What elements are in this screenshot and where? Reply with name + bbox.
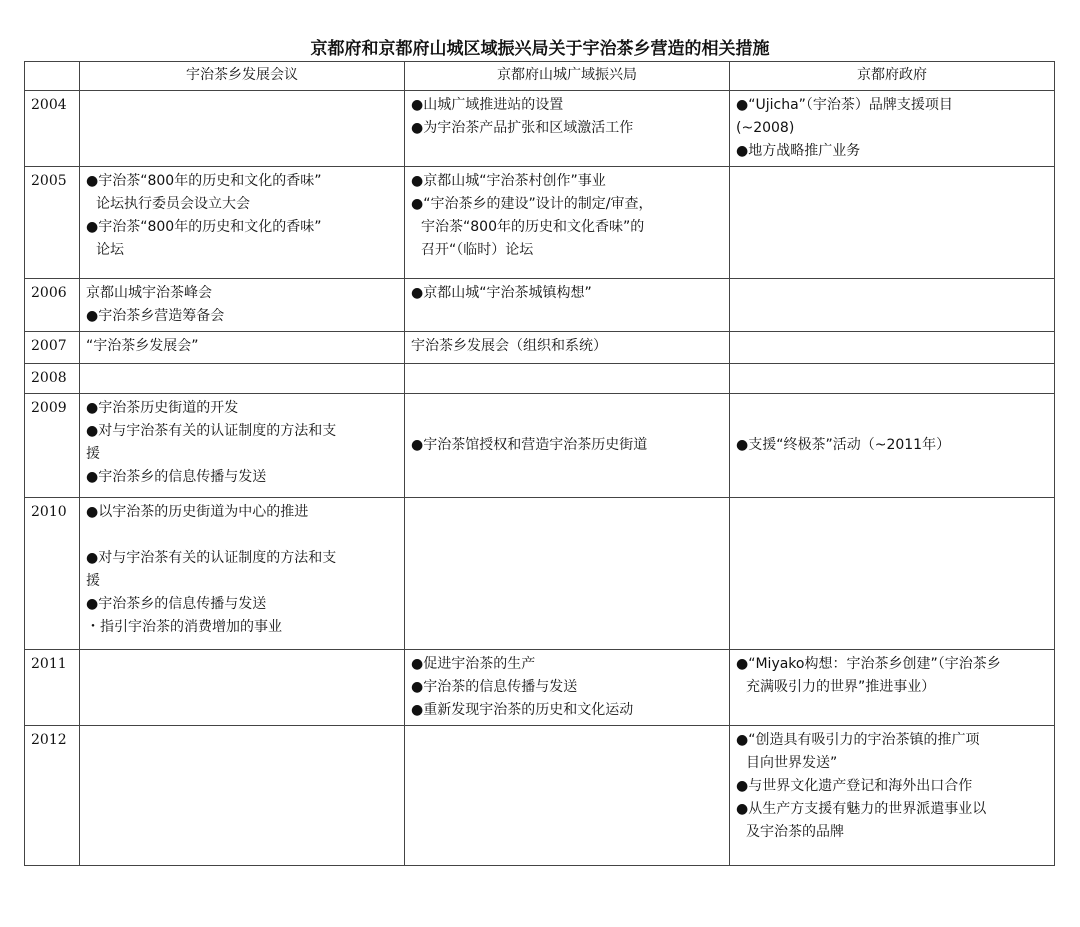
- government-cell: [730, 332, 1055, 364]
- bureau-cell: [405, 279, 730, 332]
- cell-line: 论坛执行委员会设立大会: [96, 196, 250, 212]
- government-cell: [730, 650, 1055, 726]
- cell-line: ●宇治茶“800年的历史和文化的香味”: [86, 173, 322, 189]
- council-cell: [80, 726, 405, 866]
- cell-line: 京都山城宇治茶峰会: [86, 285, 212, 301]
- table-row: [25, 332, 1055, 364]
- council-cell: [80, 332, 405, 364]
- header-government: 京都府政府: [730, 62, 1055, 91]
- council-cell: [80, 91, 405, 167]
- cell-line: ●促进宇治茶的生产: [411, 656, 536, 672]
- council-cell: [80, 279, 405, 332]
- cell-line: “宇治茶乡发展会”: [86, 338, 199, 354]
- bureau-cell: [405, 650, 730, 726]
- government-cell: [730, 167, 1055, 279]
- table-row: [25, 394, 1055, 498]
- measures-table: [24, 61, 1055, 866]
- header-bureau: 京都府山城广域振兴局: [405, 62, 730, 91]
- cell-line: ●山城广域推进站的设置: [411, 97, 564, 113]
- government-cell: [730, 726, 1055, 866]
- table-row: [25, 279, 1055, 332]
- year-cell: 2009: [25, 394, 80, 498]
- year-cell: 2004: [25, 91, 80, 167]
- bureau-cell: [405, 91, 730, 167]
- government-cell: [730, 394, 1055, 498]
- bureau-cell: [405, 364, 730, 394]
- year-cell: 2007: [25, 332, 80, 364]
- year-cell: 2010: [25, 498, 80, 650]
- cell-line: ●支援“终极茶”活动（~2011年）: [736, 437, 951, 453]
- year-cell: 2012: [25, 726, 80, 866]
- header-year: [25, 62, 80, 91]
- year-cell: 2011: [25, 650, 80, 726]
- table-row: [25, 91, 1055, 167]
- cell-line: ●宇治茶乡的信息传播与发送: [86, 596, 267, 612]
- cell-line: ●“宇治茶乡的建设”设计的制定/审查，: [411, 196, 653, 212]
- cell-line: ●宇治茶“800年的历史和文化的香味”: [86, 219, 322, 235]
- bureau-cell: [405, 167, 730, 279]
- council-cell: [80, 650, 405, 726]
- cell-line: ●对与宇治茶有关的认证制度的方法和支: [86, 423, 337, 439]
- cell-line: ●对与宇治茶有关的认证制度的方法和支: [86, 550, 337, 566]
- cell-line: ・指引宇治茶的消费增加的事业: [86, 619, 282, 635]
- cell-line: ●与世界文化遗产登记和海外出口合作: [736, 778, 973, 794]
- cell-line: 宇治茶乡发展会（组织和系统）: [411, 338, 607, 354]
- cell-line: ●宇治茶馆授权和营造宇治茶历史街道: [411, 437, 648, 453]
- header-council: 宇治茶乡发展会议: [80, 62, 405, 91]
- table-row: [25, 364, 1055, 394]
- cell-line: ●京都山城“宇治茶城镇构想”: [411, 285, 592, 301]
- table-row: [25, 650, 1055, 726]
- table-row: [25, 726, 1055, 866]
- cell-line: 宇治茶“800年的历史和文化香味”的: [421, 219, 645, 235]
- year-cell: 2006: [25, 279, 80, 332]
- cell-line: 充满吸引力的世界”推进事业）: [746, 679, 936, 695]
- table-row: [25, 498, 1055, 650]
- government-cell: [730, 91, 1055, 167]
- cell-line: 及宇治茶的品牌: [746, 824, 844, 840]
- cell-line: 援: [86, 446, 100, 462]
- cell-line: 援: [86, 573, 100, 589]
- year-cell: 2005: [25, 167, 80, 279]
- government-cell: [730, 279, 1055, 332]
- cell-line: ●重新发现宇治茶的历史和文化运动: [411, 702, 634, 718]
- cell-line: ●宇治茶历史街道的开发: [86, 400, 239, 416]
- document-title: 京都府和京都府山城区域振兴局关于宇治茶乡营造的相关措施: [310, 39, 770, 59]
- cell-line: ●宇治茶的信息传播与发送: [411, 679, 578, 695]
- bureau-cell: [405, 394, 730, 498]
- cell-line: ●“创造具有吸引力的宇治茶镇的推广项: [736, 732, 980, 748]
- council-cell: [80, 394, 405, 498]
- table-header-row: [25, 62, 1055, 91]
- bureau-cell: [405, 498, 730, 650]
- cell-line: ●京都山城“宇治茶村创作”事业: [411, 173, 606, 189]
- cell-line: (~2008): [736, 120, 795, 136]
- council-cell: [80, 498, 405, 650]
- cell-line: ●“Ujicha”（宇治茶）品牌支援项目: [736, 97, 953, 113]
- cell-line: 目向世界发送”: [746, 755, 838, 771]
- bureau-cell: [405, 332, 730, 364]
- cell-line: ●地方战略推广业务: [736, 143, 861, 159]
- government-cell: [730, 498, 1055, 650]
- year-cell: 2008: [25, 364, 80, 394]
- cell-line: [86, 524, 398, 547]
- government-cell: [730, 364, 1055, 394]
- cell-line: ●以宇治茶的历史街道为中心的推进: [86, 504, 309, 520]
- cell-line: ●宇治茶乡营造筹备会: [86, 308, 225, 324]
- council-cell: [80, 167, 405, 279]
- cell-line: ●“Miyako构想：宇治茶乡创建”（宇治茶乡: [736, 656, 1001, 672]
- cell-line: ●宇治茶乡的信息传播与发送: [86, 469, 267, 485]
- table-body: [25, 91, 1055, 866]
- cell-line: 召开“（临时）论坛: [421, 242, 534, 258]
- cell-line: ●从生产方支援有魅力的世界派遣事业以: [736, 801, 987, 817]
- cell-line: 论坛: [96, 242, 124, 258]
- council-cell: [80, 364, 405, 394]
- table-row: [25, 167, 1055, 279]
- cell-line: ●为宇治茶产品扩张和区域激活工作: [411, 120, 634, 136]
- bureau-cell: [405, 726, 730, 866]
